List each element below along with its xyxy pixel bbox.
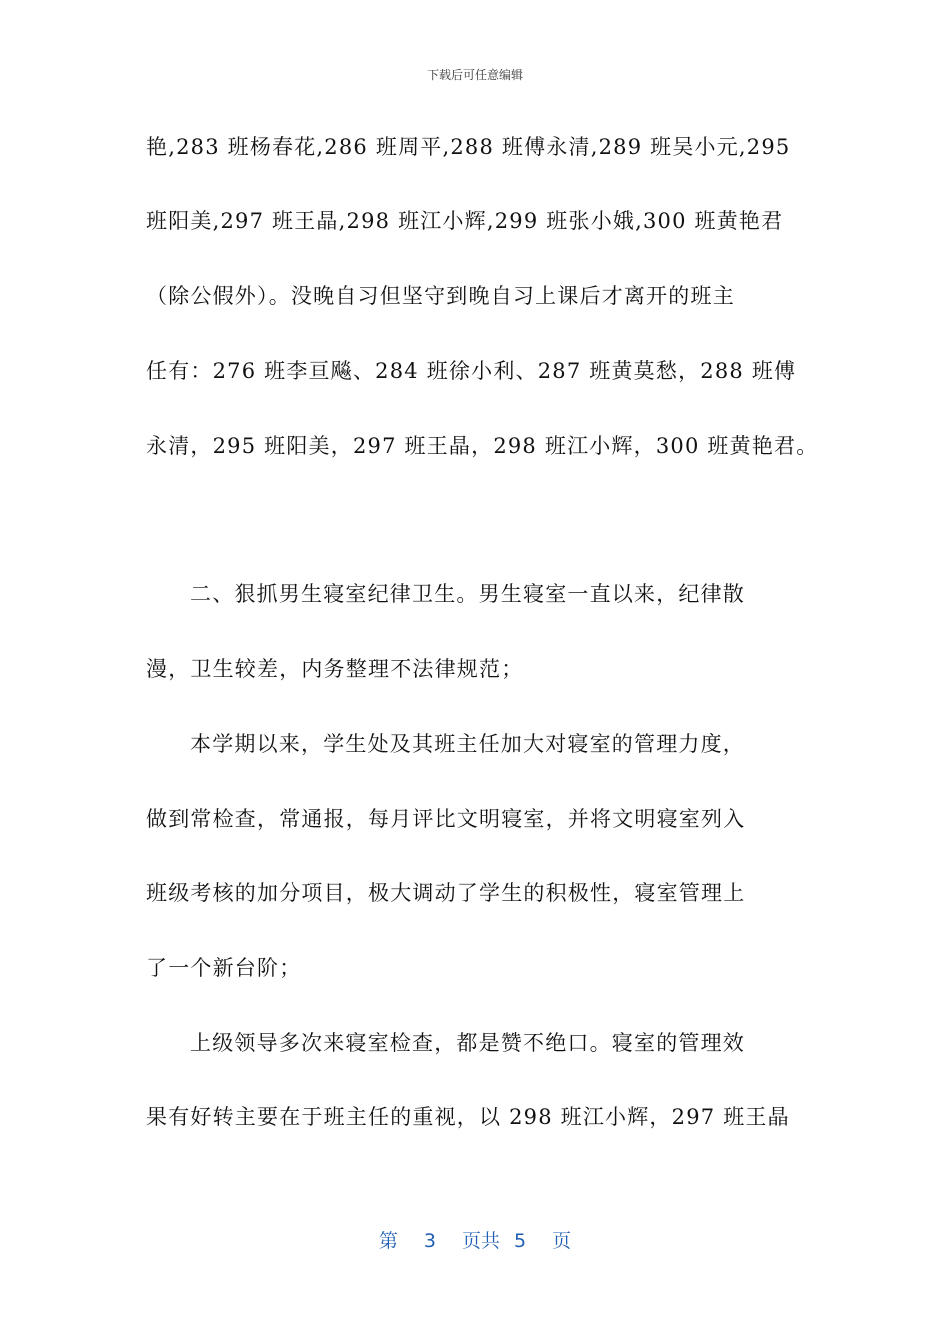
- body-line-9: 做到常检查，常通报，每月评比文明寝室，并将文明寝室列入: [146, 807, 746, 831]
- paragraph-start-line: 本学期以来，学生处及其班主任加大对寝室的管理力度，: [190, 732, 745, 756]
- body-line-2: 班阳美,297 班王晶,298 班江小辉,299 班张小娥,300 班黄艳君: [146, 209, 784, 233]
- paragraph-heading-line: 二、狠抓男生寝室纪律卫生。男生寝室一直以来，纪律散: [190, 582, 745, 606]
- body-line-4: 任有：276 班李亘飚、284 班徐小利、287 班黄莫愁，288 班傅: [146, 359, 797, 383]
- body-line-11: 了一个新台阶；: [146, 956, 302, 980]
- body-line-13: 果有好转主要在于班主任的重视，以 298 班江小辉，297 班王晶: [146, 1105, 790, 1129]
- footer-middle: 页共: [461, 1230, 500, 1252]
- body-line-7: 漫，卫生较差，内务整理不法律规范；: [146, 657, 524, 681]
- footer-suffix: 页: [552, 1230, 572, 1252]
- body-line-3: （除公假外）。没晚自习但坚守到晚自习上课后才离开的班主: [146, 284, 735, 308]
- footer-prefix: 第: [378, 1230, 398, 1252]
- footer-total-pages: 5: [514, 1230, 527, 1252]
- footer-current-page: 3: [423, 1230, 436, 1252]
- page-footer: [0, 1226, 950, 1253]
- body-line-1: 艳,283 班杨春花,286 班周平,288 班傅永清,289 班吴小元,295: [146, 135, 791, 159]
- body-line-10: 班级考核的加分项目，极大调动了学生的积极性，寝室管理上: [146, 881, 746, 905]
- body-line-5: 永清，295 班阳美，297 班王晶，298 班江小辉，300 班黄艳君。: [146, 434, 819, 458]
- paragraph-start-line-2: 上级领导多次来寝室检查，都是赞不绝口。寝室的管理效: [190, 1031, 745, 1055]
- header-note: 下载后可任意编辑: [426, 68, 523, 82]
